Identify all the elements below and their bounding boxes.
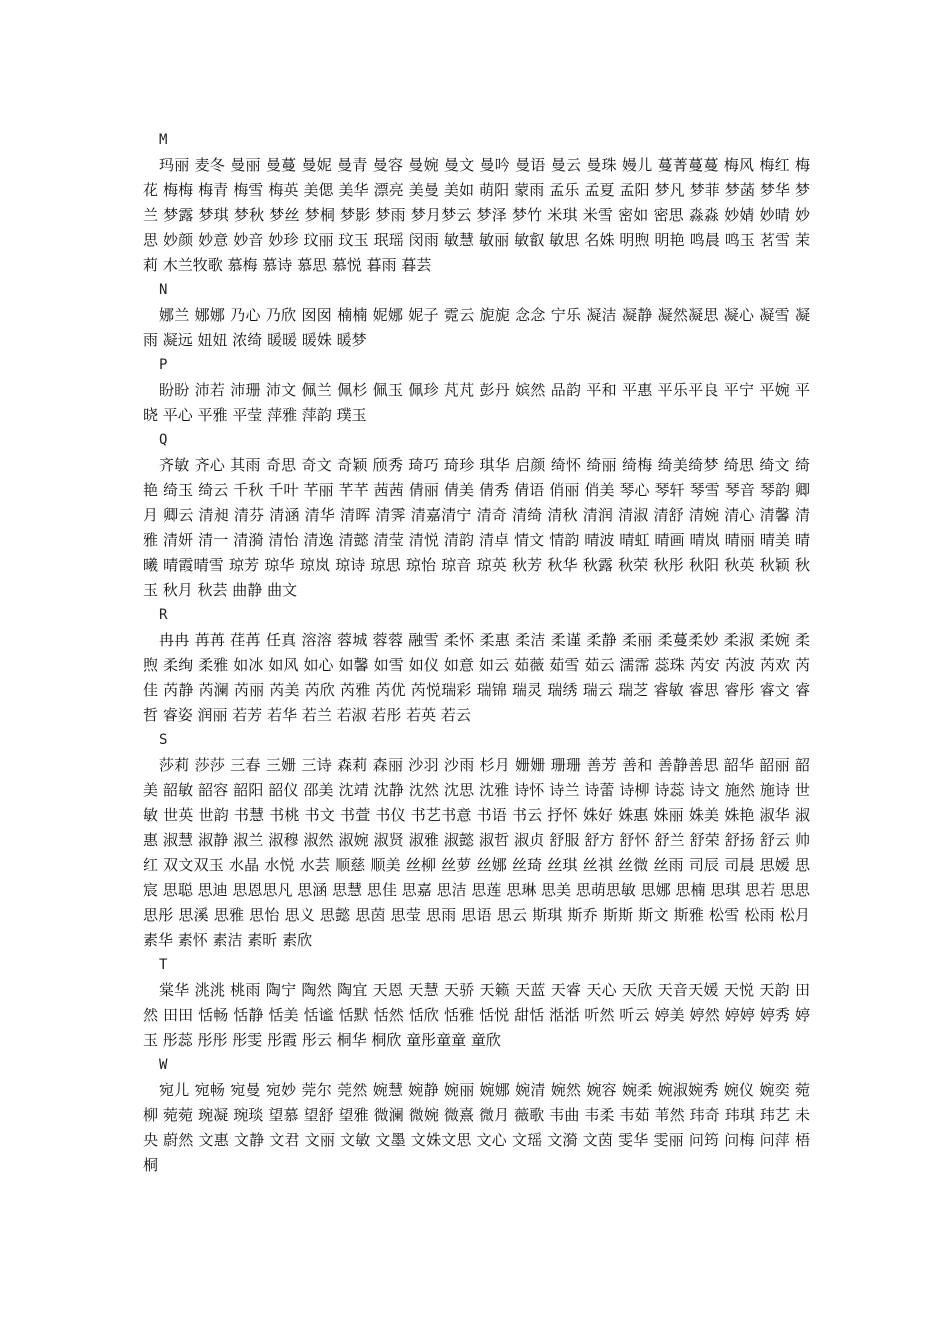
name-list-paragraph: 宛儿 宛畅 宛曼 宛妙 莞尔 莞然 婉慧 婉静 婉丽 婉娜 婉清 婉然 婉容 婉柔 婉淑婉秀 婉仪 婉奕 菀柳 菀菀 琬凝 琬琰 望慕 望舒 望雅 微澜 微婉 微熹 微月 薇歌 韦曲 韦柔 韦茹 苇然 玮奇 玮琪 玮艺 未央 蔚然 文惠 文静 文君 文丽 文敏 文墨 文姝文思 文心 文瑶 文漪 文茵 雯华 雯丽 问筠 问梅 问萍 梧桐 — [143, 1081, 810, 1174]
section-t — [143, 953, 810, 1053]
section-letter: T — [159, 957, 168, 973]
section-r — [143, 603, 810, 728]
section-p — [143, 353, 810, 428]
section-letter: N — [159, 282, 168, 298]
section-letter: P — [159, 357, 168, 373]
name-list-paragraph: 盼盼 沛若 沛珊 沛文 佩兰 佩杉 佩玉 佩珍 芃芃 彭丹 嫔然 品韵 平和 平惠 平乐平良 平宁 平婉 平晓 平心 平雅 平莹 萍雅 萍韵 璞玉 — [143, 381, 810, 424]
section-letter: Q — [159, 432, 168, 448]
section-letter: S — [159, 732, 168, 748]
name-list-paragraph: 娜兰 娜娜 乃心 乃欣 囡囡 楠楠 妮娜 妮子 霓云 旎旎 念念 宁乐 凝洁 凝静 凝然凝思 凝心 凝雪 凝雨 凝远 妞妞 浓绮 暖暖 暖姝 暖梦 — [143, 306, 810, 349]
section-letter: W — [159, 1057, 168, 1073]
name-list-paragraph: 棠华 洮洮 桃雨 陶宁 陶然 陶宜 天恩 天慧 天骄 天籁 天蓝 天睿 天心 天欣 天音天媛 天悦 天韵 田然 田田 恬畅 恬静 恬美 恬谧 恬默 恬然 恬欣 恬雅 恬悦 甜恬 湉湉 听然 听云 婷美 婷然 婷婷 婷秀 婷玉 彤蕊 彤彤 彤雯 彤霞 彤云 桐华 桐欣 童彤童童 童欣 — [143, 981, 810, 1049]
section-w — [143, 1053, 810, 1178]
section-letter: R — [159, 607, 168, 623]
name-list-page — [143, 128, 810, 1178]
name-list-paragraph: 齐敏 齐心 其雨 奇思 奇文 奇颖 颀秀 琦巧 琦珍 琪华 启颜 绮怀 绮丽 绮梅 绮美绮梦 绮思 绮文 绮艳 绮玉 绮云 千秋 千叶 芊丽 芊芊 茜茜 倩丽 倩美 倩秀 倩语 俏丽 俏美 琴心 琴轩 琴雪 琴音 琴韵 卿月 卿云 清昶 清芬 清涵 清华 清晖 清霁 清嘉清宁 清奇 清绮 清秋 清润 清淑 清舒 清婉 清心 清馨 清雅 清妍 清一 清漪 清怡 清逸 清懿 清莹 清悦 清韵 清卓 情文 情韵 晴波 晴虹 晴画 晴岚 晴丽 晴美 晴曦 晴霞晴雪 琼芳 琼华 琼岚 琼诗 琼思 琼怡 琼音 琼英 秋芳 秋华 秋露 秋荣 秋彤 秋阳 秋英 秋颖 秋玉 秋月 秋芸 曲静 曲文 — [143, 456, 810, 599]
section-m — [143, 128, 810, 278]
name-list-paragraph: 莎莉 莎莎 三春 三姗 三诗 森莉 森丽 沙羽 沙雨 杉月 姗姗 珊珊 善芳 善和 善静善思 韶华 韶丽 韶美 韶敏 韶容 韶阳 韶仪 邵美 沈靖 沈静 沈然 沈思 沈雅 诗怀 诗兰 诗蕾 诗柳 诗蕊 诗文 施然 施诗 世敏 世英 世韵 书慧 书桃 书文 书萱 书仪 书艺书意 书语 书云 抒怀 姝好 姝惠 姝丽 姝美 姝艳 淑华 淑惠 淑慧 淑静 淑兰 淑穆 淑然 淑婉 淑贤 淑雅 淑懿 淑哲 淑贞 舒服 舒方 舒怀 舒兰 舒荣 舒扬 舒云 帅红 双文双玉 水晶 水悦 水芸 顺慈 顺美 丝柳 丝萝 丝娜 丝琦 丝琪 丝祺 丝微 丝雨 司辰 司晨 思嫒 思宸 思聪 思迪 思恩思凡 思涵 思慧 思佳 思嘉 思洁 思莲 思琳 思美 思萌思敏 思娜 思楠 思琪 思若 思思 思彤 思溪 思雅 思怡 思义 思懿 思茵 思莹 思雨 思语 思云 斯琪 斯乔 斯斯 斯文 斯雅 松雪 松雨 松月 素华 素怀 素洁 素昕 素欣 — [143, 756, 810, 949]
section-letter: M — [159, 132, 168, 148]
section-n — [143, 278, 810, 353]
section-s — [143, 728, 810, 953]
name-list-paragraph: 冉冉 苒苒 荏苒 任真 溶溶 蓉城 蓉蓉 融雪 柔怀 柔惠 柔洁 柔谨 柔静 柔丽 柔蔓柔妙 柔淑 柔婉 柔煦 柔绚 柔雅 如冰 如风 如心 如馨 如雪 如仪 如意 如云 茹薇 茹雪 茹云 濡霈 蕊珠 芮安 芮波 芮欢 芮佳 芮静 芮澜 芮丽 芮美 芮欣 芮雅 芮优 芮悦瑞彩 瑞锦 瑞灵 瑞绣 瑞云 瑞芝 睿敏 睿思 睿彤 睿文 睿哲 睿姿 润丽 若芳 若华 若兰 若淑 若彤 若英 若云 — [143, 631, 810, 724]
name-list-paragraph: 玛丽 麦冬 曼丽 曼蔓 曼妮 曼青 曼容 曼婉 曼文 曼吟 曼语 曼云 曼珠 嫚儿 蔓菁蔓蔓 梅风 梅红 梅花 梅梅 梅青 梅雪 梅英 美偲 美华 漂亮 美曼 美如 萌阳 蒙雨 孟乐 孟夏 孟阳 梦凡 梦菲 梦菡 梦华 梦兰 梦露 梦琪 梦秋 梦丝 梦桐 梦影 梦雨 梦月梦云 梦泽 梦竹 米琪 米雪 密如 密思 淼淼 妙婧 妙晴 妙思 妙颜 妙意 妙音 妙珍 玟丽 玟玉 珉瑶 闵雨 敏慧 敏丽 敏叡 敏思 名姝 明煦 明艳 鸣晨 鸣玉 茗雪 茉莉 木兰牧歌 慕梅 慕诗 慕思 慕悦 暮雨 暮芸 — [143, 156, 810, 274]
section-q — [143, 428, 810, 603]
